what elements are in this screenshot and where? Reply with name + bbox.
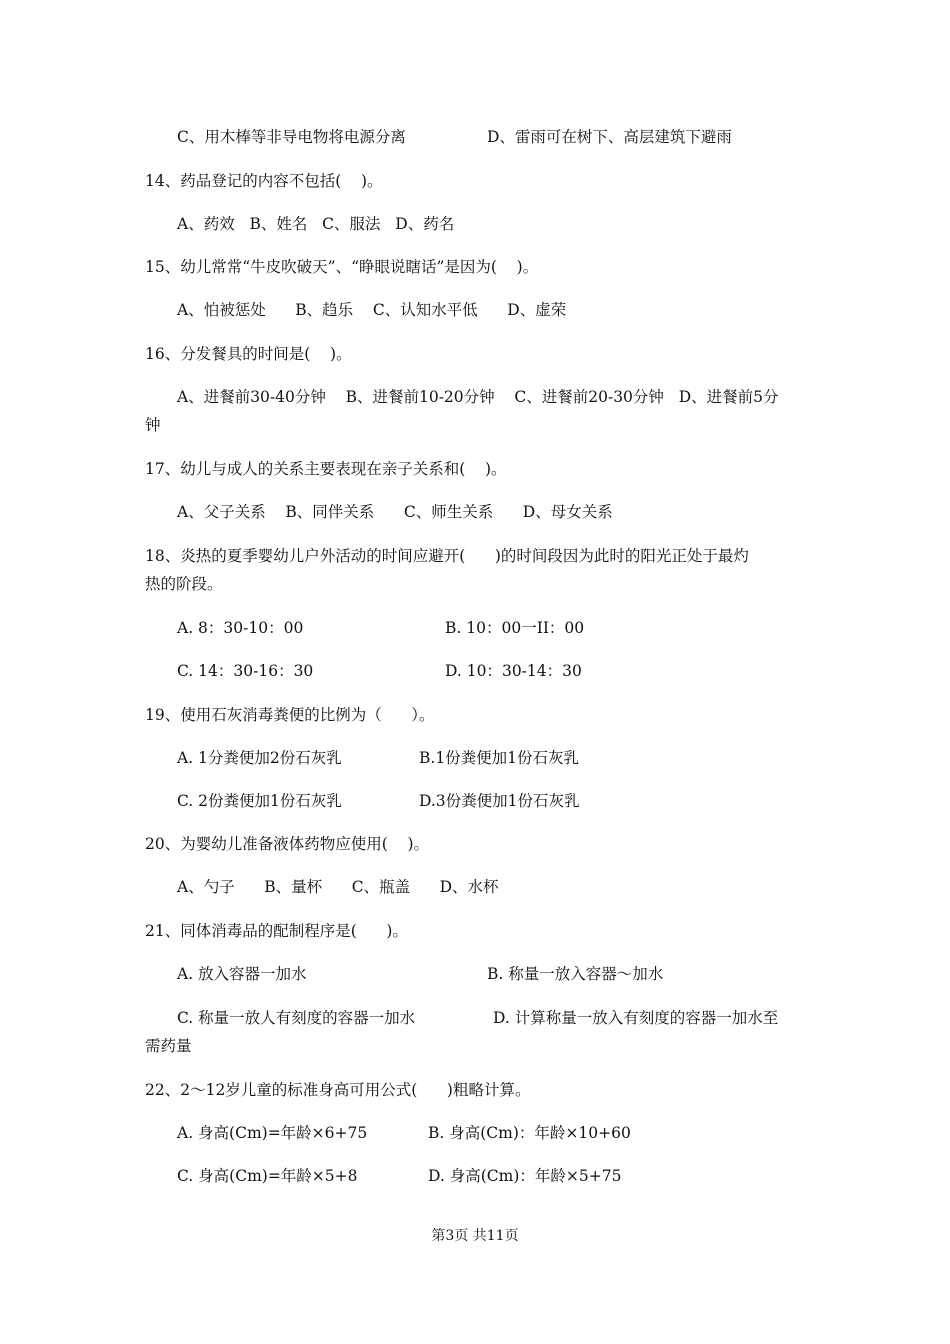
q20-stem: 20、为婴幼儿准备液体药物应使用( )。 (145, 835, 430, 853)
q22-stem: 22、2～12岁儿童的标准身高可用公式( )粗略计算。 (145, 1081, 531, 1099)
q21-option-d: D. 计算称量一放入有刻度的容器一加水至 (493, 1009, 779, 1027)
q21-stem: 21、同体消毒品的配制程序是( )。 (145, 922, 408, 940)
q22-option-c: C. 身高(Cm)=年龄×5+8 (177, 1167, 358, 1185)
q18-stem-wrap: 热的阶段。 (145, 575, 223, 593)
q19-stem: 19、使用石灰消毒粪便的比例为（ ）。 (145, 706, 435, 724)
q21-option-a: A. 放入容器一加水 (177, 965, 307, 983)
q14-options: A、药效 B、姓名 C、服法 D、药名 (177, 215, 455, 233)
q21-option-b: B. 称量一放入容器～加水 (487, 965, 664, 983)
q18-option-d: D. 10：30-14：30 (445, 662, 582, 680)
page-number-footer: 第3页 共11页 (431, 1228, 519, 1244)
q16-stem: 16、分发餐具的时间是( )。 (145, 345, 352, 363)
q13-option-d: D、雷雨可在树下、高层建筑下避雨 (487, 128, 732, 146)
q14-stem: 14、药品登记的内容不包括( )。 (145, 172, 383, 190)
q18-stem: 18、炎热的夏季婴幼儿户外活动的时间应避开( )的时间段因为此时的阳光正处于最灼 (145, 547, 749, 565)
q19-option-c: C. 2份粪便加1份石灰乳 (177, 792, 342, 810)
q17-options: A、父子关系 B、同伴关系 C、师生关系 D、母女关系 (177, 503, 613, 521)
q20-options: A、勺子 B、量杯 C、瓶盖 D、水杯 (177, 878, 499, 896)
q19-option-a: A. 1分粪便加2份石灰乳 (177, 749, 342, 767)
q15-stem: 15、幼儿常常“牛皮吹破天”、“睁眼说瞎话”是因为( )。 (145, 258, 539, 276)
q16-options-wrap: 钟 (145, 416, 161, 434)
q17-stem: 17、幼儿与成人的关系主要表现在亲子关系和( )。 (145, 460, 507, 478)
q19-option-b: B.1份粪便加1份石灰乳 (419, 749, 580, 767)
q21-option-d-wrap: 需药量 (145, 1037, 192, 1055)
q22-option-d: D. 身高(Cm)：年龄×5+75 (428, 1167, 622, 1185)
q19-option-d: D.3份粪便加1份石灰乳 (419, 792, 580, 810)
q22-option-a: A. 身高(Cm)=年龄×6+75 (177, 1124, 368, 1142)
q15-options: A、怕被惩处 B、趋乐 C、认知水平低 D、虚荣 (177, 301, 567, 319)
q16-options: A、进餐前30-40分钟 B、进餐前10-20分钟 C、进餐前20-30分钟 D、进餐前5分 (177, 388, 779, 406)
q22-option-b: B. 身高(Cm)：年龄×10+60 (428, 1124, 631, 1142)
q18-option-a: A. 8：30-10：00 (177, 619, 304, 637)
q13-option-c: C、用木棒等非导电物将电源分离 (177, 128, 406, 146)
q21-option-c: C. 称量一放人有刻度的容器一加水 (177, 1009, 416, 1027)
q18-option-c: C. 14：30-16：30 (177, 662, 314, 680)
q18-option-b: B. 10：00一II：00 (445, 619, 585, 637)
